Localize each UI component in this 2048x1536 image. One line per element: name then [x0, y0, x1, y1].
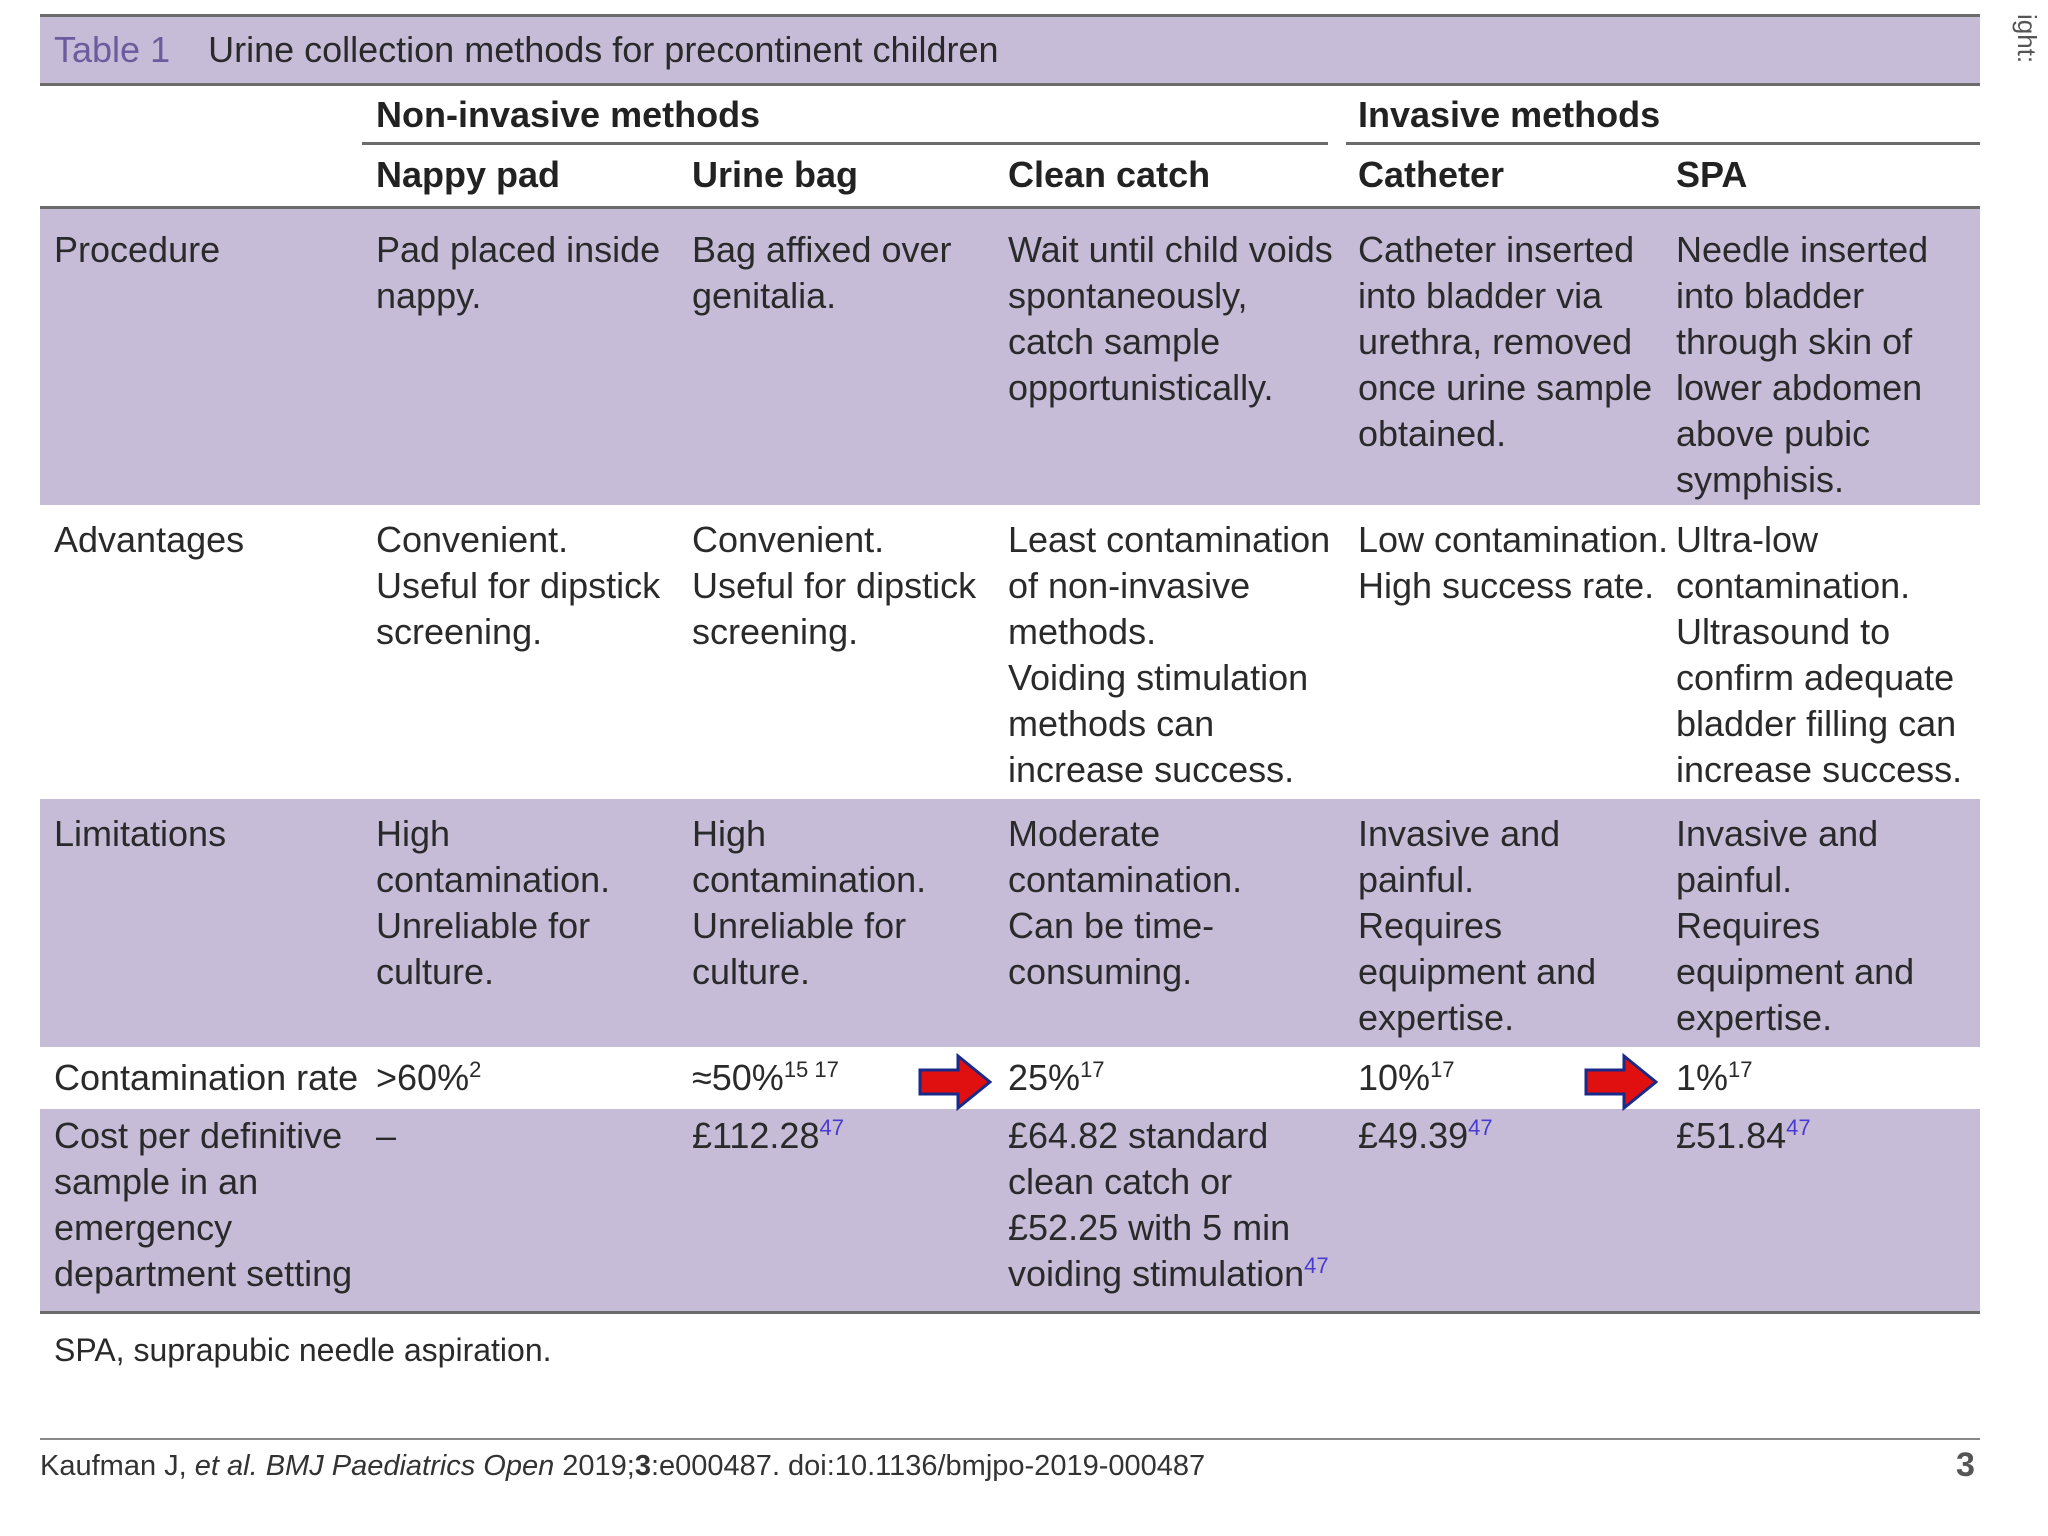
cell-advantages-nappy-pad: Convenient. Useful for dipstick screening.	[376, 519, 661, 652]
table-caption	[40, 14, 1980, 86]
group-underline-non-invasive	[362, 142, 1328, 145]
reference-superscript: 47	[1304, 1253, 1329, 1278]
group-header-non-invasive: Non-invasive methods	[376, 94, 761, 135]
cell-cost-catheter: £49.39$^{47}$	[1358, 1115, 1493, 1156]
row-label-cost: Cost per definitive sample in an emergency department setting	[54, 1115, 353, 1294]
footer-rule	[40, 1438, 1980, 1440]
reference-superscript: 2	[469, 1057, 482, 1082]
cell-procedure-nappy-pad: Pad placed inside nappy.	[376, 229, 661, 316]
cell-cost-spa: £51.84$^{47}$	[1676, 1115, 1811, 1156]
row-label-limitations: Limitations	[54, 813, 227, 854]
row-label-procedure: Procedure	[54, 229, 221, 270]
reference-superscript: 47	[819, 1115, 844, 1140]
reference-superscript: 17	[1728, 1057, 1753, 1082]
cell-advantages-catheter: Low contamination. High success rate.	[1358, 519, 1669, 606]
reference-superscript: 47	[1468, 1115, 1493, 1140]
cell-limitations-nappy-pad: High contamination. Unreliable for culture.	[376, 813, 611, 992]
journal-name: BMJ Paediatrics Open	[265, 1450, 555, 1482]
margin-text: ight:	[2012, 14, 2042, 64]
cell-limitations-clean-catch: Moderate contamination. Can be time- consuming.	[1008, 813, 1243, 992]
cell-limitations-spa: Invasive and painful. Requires equipment and expertise.	[1676, 813, 1915, 1038]
cell-limitations-catheter: Invasive and painful. Requires equipment and expertise.	[1358, 813, 1597, 1038]
column-header-clean-catch: Clean catch	[1008, 154, 1211, 195]
cell-advantages-spa: Ultra-low contamination. Ultrasound to confirm adequate bladder filling can increase success.	[1676, 519, 1963, 790]
row-label-contamination-rate: Contamination rate	[54, 1057, 359, 1098]
row-label-advantages: Advantages	[54, 519, 245, 560]
cell-contamination-spa: 1%$^{17}$	[1676, 1057, 1753, 1098]
cell-advantages-urine-bag: Convenient. Useful for dipstick screening.	[692, 519, 977, 652]
cell-limitations-urine-bag: High contamination. Unreliable for culture.	[692, 813, 927, 992]
column-header-nappy-pad: Nappy pad	[376, 154, 561, 195]
cell-procedure-catheter: Catheter inserted into bladder via urethra, removed once urine sample obtained.	[1358, 229, 1653, 454]
table-row-limitations	[40, 799, 1980, 1047]
cell-procedure-clean-catch: Wait until child voids spontaneously, catch sample opportunistically.	[1008, 229, 1333, 408]
cell-advantages-clean-catch: Least contamination of non-invasive methods. Voiding stimulation methods can increase success.	[1008, 519, 1331, 790]
group-header-invasive: Invasive methods	[1358, 94, 1661, 135]
cell-contamination-nappy-pad: >60%$^2$	[376, 1057, 482, 1098]
cell-procedure-spa: Needle inserted into bladder through skin of lower abdomen above pubic symphisis.	[1676, 229, 1929, 500]
cell-procedure-urine-bag: Bag affixed over genitalia.	[692, 229, 952, 316]
page-number: 3	[1956, 1446, 1975, 1484]
table-bottom-rule	[40, 1311, 1980, 1314]
reference-superscript: 47	[1786, 1115, 1811, 1140]
group-underline-invasive	[1346, 142, 1980, 145]
cell-contamination-clean-catch: 25%$^{17}$	[1008, 1057, 1105, 1098]
arrow-right-icon	[1584, 1052, 1658, 1112]
column-header-catheter: Catheter	[1358, 154, 1505, 195]
table-title: Urine collection methods for precontinent children	[208, 29, 999, 70]
table-row-advantages	[40, 505, 1980, 799]
table-label: Table 1	[54, 29, 171, 70]
table-row-procedure	[40, 209, 1980, 505]
arrow-right-icon	[918, 1052, 992, 1112]
table-footnote: SPA, suprapubic needle aspiration.	[54, 1332, 552, 1368]
cell-contamination-urine-bag: ≈50%$^{15 17}$	[692, 1057, 839, 1098]
reference-superscript: 17	[1080, 1057, 1105, 1082]
cell-cost-clean-catch: £64.82 standard clean catch or £52.25 with 5 min voiding stimulation$^{47}$	[1008, 1115, 1329, 1294]
cell-contamination-catheter: 10%$^{17}$	[1358, 1057, 1455, 1098]
cell-cost-urine-bag: £112.28$^{47}$	[692, 1115, 844, 1156]
cell-cost-nappy-pad: –	[376, 1115, 397, 1156]
reference-superscript: 17	[1430, 1057, 1455, 1082]
table-row-contamination-rate	[40, 1047, 1980, 1109]
reference-superscript: 15 17	[783, 1057, 839, 1082]
citation: Kaufman J, et al. BMJ Paediatrics Open 2019;3:e000487. doi:10.1136/bmjpo-2019-000487	[40, 1450, 1206, 1482]
table-row-cost	[40, 1109, 1980, 1311]
column-header-spa: SPA	[1676, 154, 1748, 195]
column-header-urine-bag: Urine bag	[692, 154, 859, 195]
